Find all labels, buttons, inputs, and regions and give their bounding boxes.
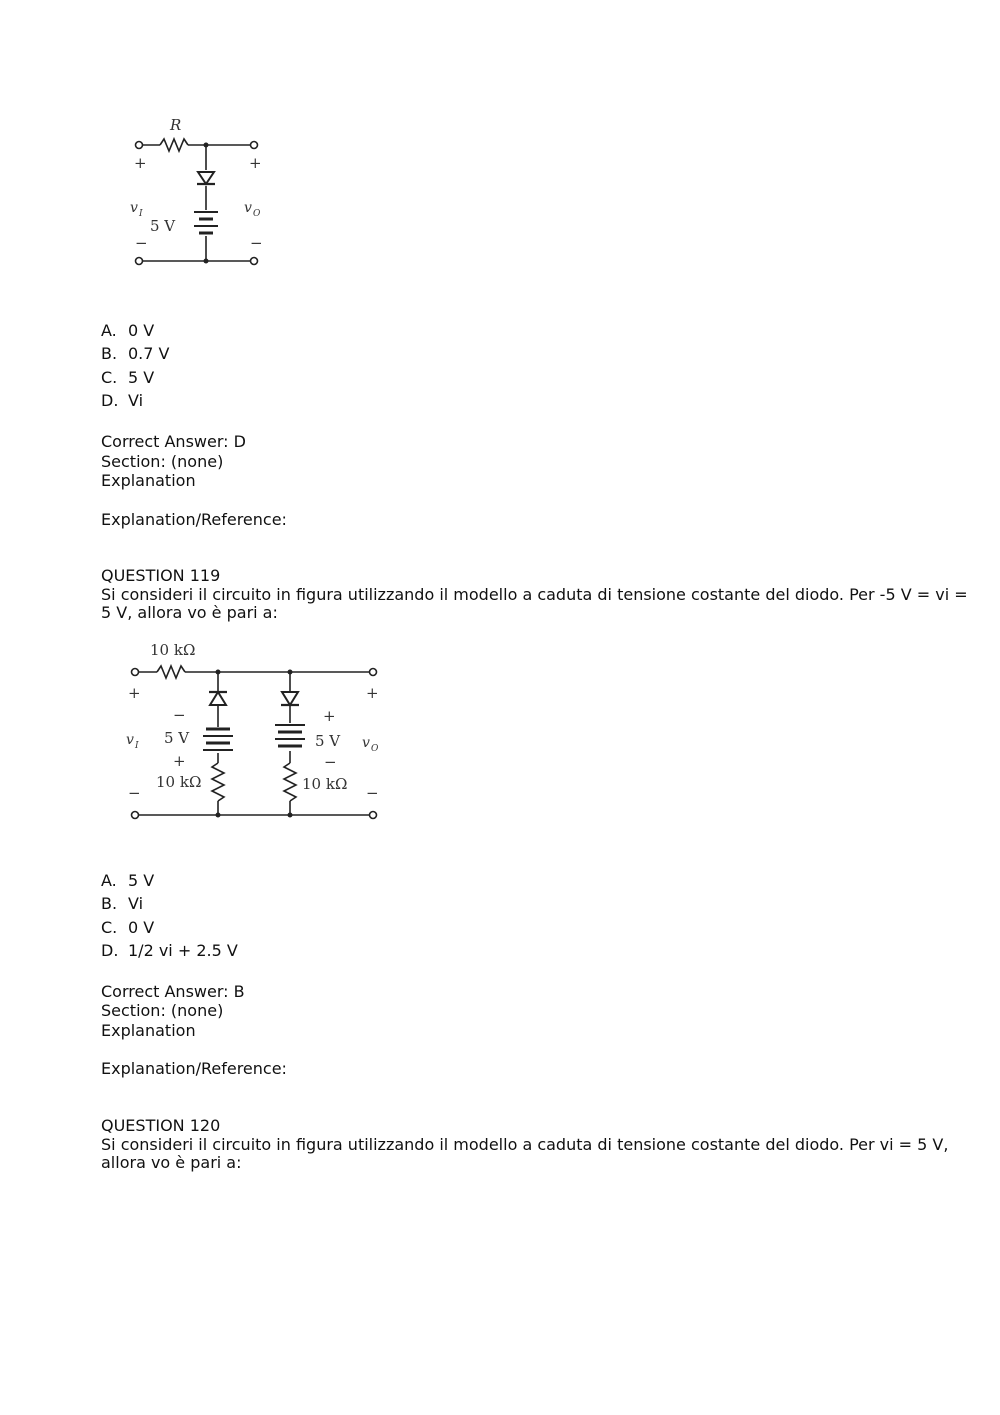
option-a: A. 5 V (101, 871, 155, 890)
option-d: D. Vi (101, 391, 144, 410)
option-b: B. Vi (101, 894, 144, 913)
output-plus: + (366, 684, 379, 702)
resistor-right-label: 10 kΩ (302, 775, 348, 793)
option-a: A. 0 V (101, 321, 155, 340)
battery-icon (275, 725, 305, 746)
resistor-left-label: 10 kΩ (156, 773, 202, 791)
input-plus: + (128, 684, 141, 702)
vi-subscript: I (135, 741, 139, 751)
section-label: Section: (none) (101, 1001, 224, 1020)
explanation-reference: Explanation/Reference: (101, 1059, 287, 1078)
battery-right-plus: + (323, 707, 336, 725)
vo-subscript: O (253, 209, 261, 219)
option-c: C. 5 V (101, 368, 155, 387)
battery-icon (194, 212, 218, 233)
input-minus: − (135, 234, 148, 252)
battery-icon (203, 729, 233, 750)
diode-icon (197, 172, 215, 184)
resistor-icon (157, 666, 185, 678)
battery-left-label: 5 V (164, 729, 190, 747)
circuit-figure-2 (120, 635, 390, 830)
circuit-figure-1 (120, 110, 280, 280)
resistor-icon (160, 139, 188, 151)
vo-label: v (362, 735, 370, 751)
vo-subscript: O (371, 744, 379, 754)
resistor-label: R (170, 116, 182, 134)
resistor-top-label: 10 kΩ (150, 641, 196, 659)
question-text-line: Si consideri il circuito in figura utilizzando il modello a caduta di tensione costante del diodo. Per vi = 5 V, (101, 1135, 949, 1154)
correct-answer: Correct Answer: D (101, 432, 246, 451)
question-text-line: allora vo è pari a: (101, 1153, 242, 1172)
output-minus: − (366, 784, 379, 802)
question-title: QUESTION 120 (101, 1116, 221, 1135)
correct-answer: Correct Answer: B (101, 982, 245, 1001)
question-text-line: 5 V, allora vo è pari a: (101, 603, 278, 622)
battery-left-minus: − (173, 706, 186, 724)
battery-right-minus: − (324, 753, 337, 771)
output-minus: − (250, 234, 263, 252)
diode-icon (209, 692, 227, 705)
explanation-label: Explanation (101, 1021, 196, 1040)
vi-label: v (130, 200, 138, 216)
battery-left-plus: + (173, 752, 186, 770)
input-minus: − (128, 784, 141, 802)
vo-label: v (244, 200, 252, 216)
explanation-reference: Explanation/Reference: (101, 510, 287, 529)
diode-icon (281, 692, 299, 705)
section-label: Section: (none) (101, 452, 224, 471)
option-b: B. 0.7 V (101, 344, 170, 363)
explanation-label: Explanation (101, 471, 196, 490)
output-plus: + (249, 154, 262, 172)
option-d: D. 1/2 vi + 2.5 V (101, 941, 238, 960)
question-title: QUESTION 119 (101, 566, 221, 585)
resistor-icon (284, 763, 296, 801)
battery-right-label: 5 V (315, 732, 341, 750)
vi-subscript: I (139, 209, 143, 219)
input-plus: + (134, 154, 147, 172)
vi-label: v (126, 732, 134, 748)
battery-label: 5 V (150, 217, 176, 235)
option-c: C. 0 V (101, 918, 155, 937)
resistor-icon (212, 763, 224, 801)
question-text-line: Si consideri il circuito in figura utilizzando il modello a caduta di tensione costante del diodo. Per -5 V = vi = (101, 585, 968, 604)
